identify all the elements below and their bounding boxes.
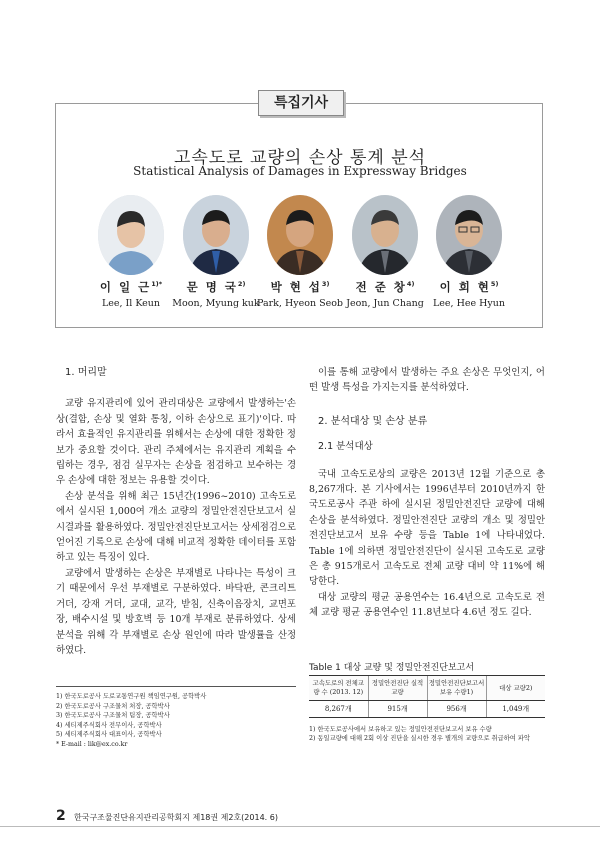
- author-photo: [267, 195, 333, 275]
- author-card: [339, 195, 431, 309]
- paragraph: 교량 유지관리에 있어 관리대상은 교량에서 발생하는'손상(결함, 손상 및 열화 통칭, 이하 손상으로 표기)'이다. 따라서 효율적인 유지관리를 위해서는 손상에 대한 정확한 정보가 중요할 것이다. 관리 주체에서는 유지관리 계획을 수립하는 경우, 점검 실무자는 손상을 점검하고 보수하는 경우 손상에 대한 정보는 유용할 것이다.: [56, 398, 296, 487]
- page-number: 2: [56, 808, 66, 824]
- author-name-korean: 전 준 창: [355, 280, 407, 294]
- table-cell: 956개: [427, 701, 486, 718]
- table-caption: Table 1 대상 교량 및 정밀안전진단보고서: [309, 663, 475, 673]
- paragraph: 대상 교량의 평균 공용연수는 16.4년으로 고속도로 전체 교량 평균 공용연수인 11.8년보다 4.6년 정도 길다.: [309, 591, 545, 619]
- paragraph: 이를 통해 교량에서 발생하는 주요 손상은 무엇인지, 어떤 발생 특성을 가지는지를 분석하였다.: [309, 367, 545, 394]
- section-tag: 특집기사: [258, 90, 344, 116]
- footnote: 5) 세티제주식회사 대표이사, 공학박사: [56, 731, 162, 739]
- table-header-row: [309, 676, 545, 701]
- author-card: [170, 195, 262, 309]
- table-header: 고속도로의 전체교량 수 (2013. 12): [309, 676, 368, 701]
- paragraph: 손상 분석을 위해 최근 15년간(1996~2010) 고속도로에서 실시된 1,000여 개소 교량의 정밀안전진단보고서 실시결과를 활용하였다. 정밀안전진단보고서는 상세점검으로 얻어진 기록으로 손상에 대해 비교적 정확한 데이터를 포함하고 있는 특징이 있다.: [56, 490, 296, 564]
- footnote: 3) 한국도로공사 구조물처 팀장, 공학박사: [56, 712, 170, 720]
- table-notes: [309, 725, 545, 743]
- table-header: 대상 교량2): [486, 676, 545, 701]
- paragraph: 국내 고속도로상의 교량은 2013년 12월 기준으로 총 8,267개다. 본 기사에서는 1996년부터 2010년까지 한국도로공사 주관 하에 실시된 정밀안전진단 교량에 대해 손상을 분석하였다. 정밀안전진단 교량의 개소 및 정밀안전진단보고서 보유 수량 등을 Table 1에 나타내었다. Table 1에 의하면 정밀안전진단이 실시된 고속도로 교량은 총 915개로서 고속도로 전체 교량 대비 약 11%에 해당한다.: [309, 468, 545, 588]
- subsection-heading: 2.1 분석대상: [318, 441, 373, 453]
- author-name-english: Lee, Hee Hyun: [432, 298, 506, 309]
- author-photo: [98, 195, 164, 275]
- left-column: [56, 365, 296, 658]
- table-header: 정밀안전진단 실적교량: [368, 676, 427, 701]
- author-footnote-mark: 1)*: [151, 280, 163, 289]
- author-name-korean: 문 명 국: [186, 280, 238, 294]
- author-name-korean: 이 일 근: [99, 280, 152, 294]
- author-card: [423, 195, 515, 309]
- author-name-english: Jeon, Jun Chang: [346, 298, 424, 309]
- table-cell: 915개: [368, 701, 427, 718]
- author-photo: [352, 195, 418, 275]
- table-note: 1) 한국도로공사에서 보유하고 있는 정밀안전진단보고서 보유 수량: [309, 726, 492, 733]
- bottom-rule: [0, 826, 600, 827]
- table-cell: 1,049개: [486, 701, 545, 718]
- footnote: 1) 한국도로공사 도로교통연구원 책임연구원, 공학박사: [56, 693, 207, 700]
- footnote: * E-mail : lik@ex.co.kr: [56, 740, 128, 748]
- section-heading: 1. 머리말: [65, 367, 107, 378]
- footnotes: [56, 686, 296, 750]
- paragraph: 교량에서 발생하는 손상은 부재별로 나타나는 특성이 크기 때문에서 우선 부재별로 구분하였다. 바닥판, 콘크리트 거더, 강재 거더, 교대, 교각, 받침, 신축이음장치, 교면포장, 배수시설 및 방호벽 등 10개 부재로 분류하였다. 상세 분석을 위해 각 부재별로 손상 원인에 따라 발생률을 산정하였다.: [56, 567, 296, 656]
- author-footnote-mark: 5): [490, 280, 499, 289]
- author-card: [254, 195, 346, 309]
- data-table: [309, 675, 545, 718]
- author-name-english: Moon, Myung kuk: [172, 298, 260, 309]
- author-name-korean: 이 희 현: [439, 280, 491, 294]
- footnote: 4) 세티제주식회사 전무이사, 공학박사: [56, 721, 162, 729]
- right-column: [309, 365, 545, 621]
- author-name-english: Lee, Il Keun: [101, 298, 161, 309]
- author-footnote-mark: 2): [237, 280, 246, 289]
- article-title-korean: 고속도로 교량의 손상 통계 분석: [173, 148, 427, 168]
- table-cell: 8,267개: [309, 701, 368, 718]
- table-note: 2) 동일교량에 대해 2회 이상 진단을 실시한 경우 별개의 교량으로 취급하여 파악: [309, 735, 531, 742]
- table-header: 정밀안전진단보고서 보유 수량1): [427, 676, 486, 701]
- author-photo: [436, 195, 502, 275]
- author-name-korean: 박 현 섭: [270, 280, 322, 294]
- author-name-english: Park, Hyeon Seob: [256, 298, 344, 309]
- author-footnote-mark: 3): [321, 280, 330, 289]
- footnote: 2) 한국도로공사 구조물처 처장, 공학박사: [56, 702, 170, 710]
- section-heading: 2. 분석대상 및 손상 분류: [318, 415, 428, 427]
- table-row: [309, 701, 545, 718]
- author-card: [85, 195, 177, 309]
- author-footnote-mark: 4): [406, 280, 415, 289]
- journal-name: 한국구조물진단유지관리공학회지 제18권 제2호(2014. 6): [74, 813, 278, 822]
- article-title-english: Statistical Analysis of Damages in Expressway Bridges: [133, 164, 467, 178]
- author-photo: [183, 195, 249, 275]
